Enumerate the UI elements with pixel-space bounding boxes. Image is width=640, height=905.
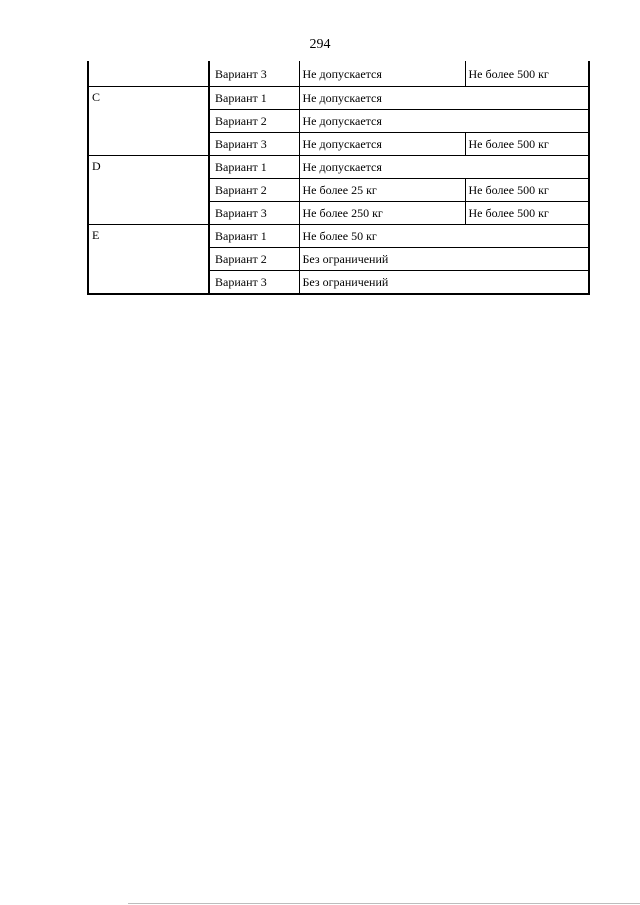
value-cell: Не допускается (299, 156, 589, 179)
extra-cell: Не более 500 кг (465, 202, 589, 225)
group-cell: C (88, 87, 209, 156)
variant-cell: Вариант 2 (209, 110, 299, 133)
group-cell: D (88, 156, 209, 225)
variant-cell: Вариант 3 (209, 202, 299, 225)
group-cell: E (88, 225, 209, 295)
value-cell: Не более 50 кг (299, 225, 589, 248)
value-cell: Не допускается (299, 110, 589, 133)
value-cell: Не более 25 кг (299, 179, 465, 202)
variant-cell: Вариант 2 (209, 248, 299, 271)
extra-cell: Не более 500 кг (465, 133, 589, 156)
value-cell: Без ограничений (299, 271, 589, 295)
table-row (88, 225, 589, 248)
variant-cell: Вариант 1 (209, 156, 299, 179)
group-cell (88, 61, 209, 87)
value-cell: Без ограничений (299, 248, 589, 271)
value-cell: Не допускается (299, 87, 589, 110)
table-row (88, 61, 589, 87)
variant-cell: Вариант 1 (209, 225, 299, 248)
extra-cell: Не более 500 кг (465, 179, 589, 202)
value-cell: Не допускается (299, 133, 465, 156)
variant-cell: Вариант 3 (209, 133, 299, 156)
page-number: 294 (309, 37, 331, 52)
scan-edge-line (128, 903, 640, 904)
variant-cell: Вариант 1 (209, 87, 299, 110)
variant-cell: Вариант 2 (209, 179, 299, 202)
variant-cell: Вариант 3 (209, 271, 299, 295)
value-cell: Не допускается (299, 61, 465, 87)
table-row (88, 156, 589, 179)
extra-cell: Не более 500 кг (465, 61, 589, 87)
value-cell: Не более 250 кг (299, 202, 465, 225)
table-row (88, 87, 589, 110)
variant-cell: Вариант 3 (209, 61, 299, 87)
restrictions-table (87, 61, 590, 295)
